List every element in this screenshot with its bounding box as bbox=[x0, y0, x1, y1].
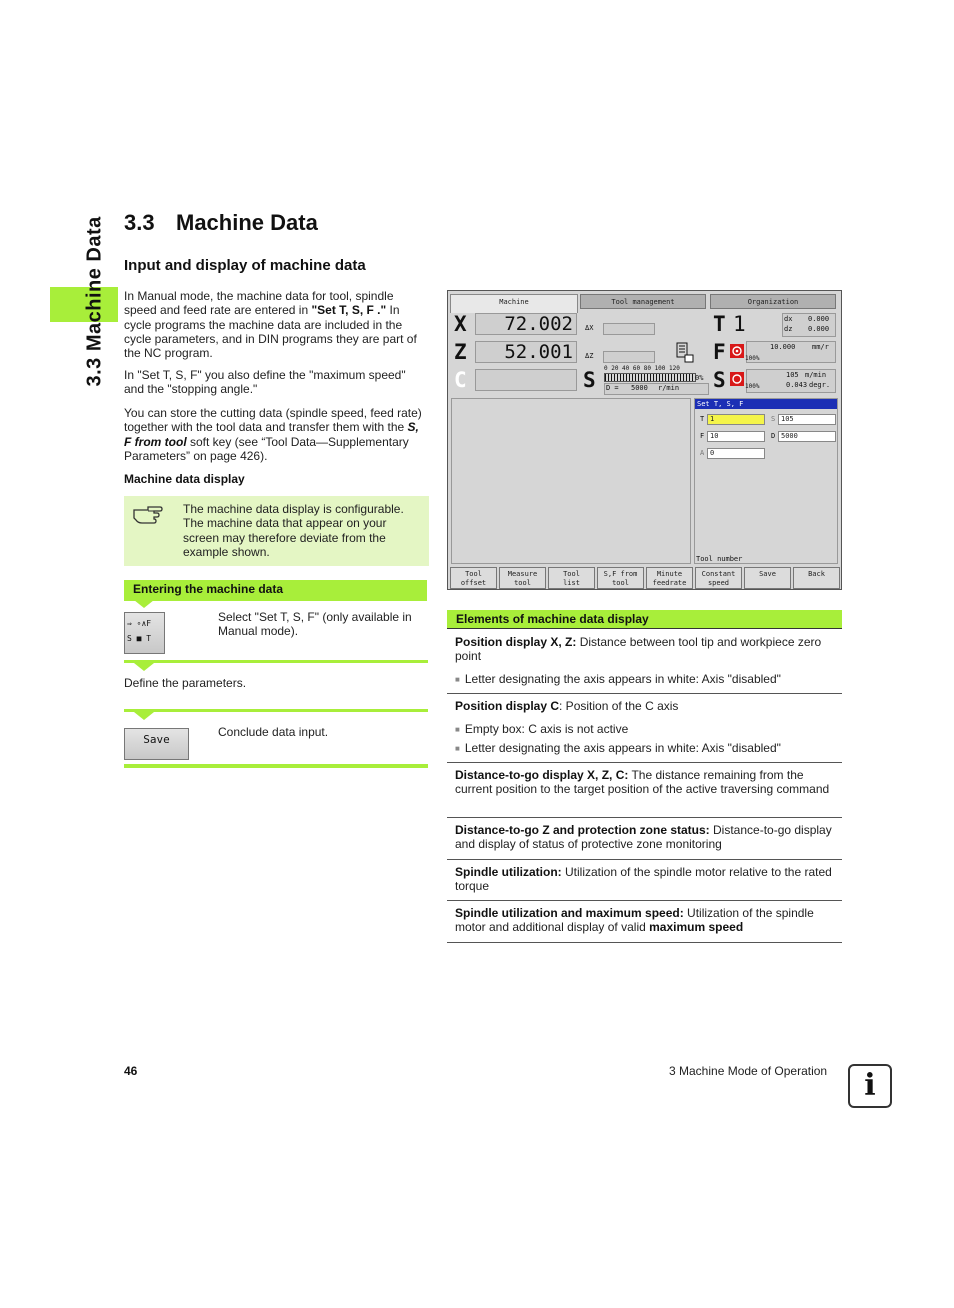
element-divider bbox=[447, 693, 842, 694]
softkey-label-2: speed bbox=[707, 579, 730, 587]
element-item-5 bbox=[455, 865, 835, 894]
field-input-s[interactable]: 105 bbox=[778, 414, 836, 425]
steps-end-rule bbox=[124, 764, 428, 768]
position-display-x: 72.002 bbox=[475, 313, 577, 335]
element-text: Utilization of the spindle motor and additional display of valid bbox=[455, 906, 814, 935]
field-label-d: D bbox=[771, 432, 776, 440]
spindle-override-pct: 100% bbox=[745, 383, 760, 390]
feed-override-icon bbox=[730, 344, 744, 358]
element-divider bbox=[447, 817, 842, 818]
softkey-label-1: Tool bbox=[563, 570, 580, 578]
axis-letter-z: Z bbox=[454, 340, 467, 364]
element-item-2 bbox=[455, 699, 835, 713]
softkey-label-2: tool bbox=[514, 579, 531, 587]
element-item-4 bbox=[455, 823, 835, 852]
para1-text-2: In cycle programs the machine data are included in the cycle parameters, and in DIN programs they are part of the NC program. bbox=[124, 303, 417, 361]
element-text: : Position of the C axis bbox=[559, 699, 679, 713]
screen-tab-organization[interactable]: Organization bbox=[710, 294, 836, 309]
para1-text-1: In Manual mode, the machine data for tool, spindle speed and feed rate are entered in bbox=[124, 289, 394, 318]
field-input-t[interactable]: 1 bbox=[707, 414, 765, 425]
softkey-tool-offset[interactable] bbox=[450, 567, 497, 589]
spindle-unit: m/min bbox=[805, 371, 827, 379]
softkey-label-2: list bbox=[563, 579, 580, 587]
cutting-data-paragraph bbox=[124, 406, 426, 463]
dz-label: dz bbox=[784, 325, 793, 333]
maxspeed-paragraph: In "Set T, S, F" you also define the "maximum speed" and the "stopping angle." bbox=[124, 368, 406, 397]
element-item-6 bbox=[455, 906, 835, 935]
chapter-side-label: 3.3 Machine Data bbox=[83, 216, 106, 387]
step1-rule bbox=[124, 660, 428, 663]
element-text: Distance-to-go display and display of status of protective zone monitoring bbox=[455, 823, 832, 852]
element-title: Position display X, Z: bbox=[455, 635, 577, 649]
softkey-label-2: feedrate bbox=[652, 579, 687, 587]
element-text: The distance remaining from the current position to the target position of the active traversing command bbox=[455, 768, 830, 797]
softkey-label-1: Measure bbox=[507, 570, 538, 578]
element-bold-end: maximum speed bbox=[649, 920, 744, 935]
info-glyph: i bbox=[864, 1068, 876, 1103]
field-label-a: A bbox=[700, 449, 705, 457]
screen-tab-tool-management[interactable]: Tool management bbox=[580, 294, 706, 309]
field-label-s: S bbox=[771, 415, 776, 423]
element-bullet: ■ Letter designating the axis appears in white: Axis "disabled" bbox=[455, 672, 835, 688]
softkey-sf-from-tool[interactable] bbox=[597, 567, 644, 589]
softkey-save[interactable] bbox=[744, 567, 791, 589]
status-line: Tool number bbox=[696, 555, 743, 563]
element-title: Distance-to-go display X, Z, C: bbox=[455, 768, 629, 782]
para3-softkey-name: S, F from tool bbox=[124, 420, 419, 449]
spindle-letter: S bbox=[713, 368, 726, 392]
step2-text: Define the parameters. bbox=[124, 676, 247, 690]
spindle-angle: 0.043 bbox=[786, 381, 808, 389]
element-title: Distance-to-go Z and protection zone status: bbox=[455, 823, 710, 837]
elements-header-rule bbox=[447, 628, 842, 629]
intro-paragraph bbox=[124, 289, 426, 360]
element-title: Spindle utilization: bbox=[455, 865, 562, 879]
section-number: 3.3 bbox=[124, 210, 155, 235]
axis-letter-c: C bbox=[454, 368, 467, 392]
softkey-label-1: Tool bbox=[465, 570, 482, 578]
step-arrow-3 bbox=[134, 712, 154, 720]
set-tsf-softkey-icon[interactable] bbox=[124, 612, 165, 654]
softkey-constant-speed[interactable] bbox=[695, 567, 742, 589]
dz-value: 0.000 bbox=[808, 325, 830, 333]
element-title: Position display C bbox=[455, 699, 560, 713]
feed-value: 10.000 bbox=[770, 343, 796, 351]
element-divider bbox=[447, 762, 842, 763]
field-input-f[interactable]: 10 bbox=[707, 431, 765, 442]
util-pct: 0% bbox=[695, 374, 704, 382]
position-display-z: 52.001 bbox=[475, 341, 577, 363]
element-text: Utilization of the spindle motor relative to the rated torque bbox=[455, 865, 832, 894]
axis-letter-x: X bbox=[454, 312, 467, 336]
feed-unit: mm/r bbox=[812, 343, 829, 351]
spindle-utilization-bar bbox=[604, 373, 696, 382]
elements-header: Elements of machine data display bbox=[447, 610, 842, 628]
tsf-icon-bottom: S ■ T bbox=[127, 634, 152, 643]
tool-number-display: 1 bbox=[733, 312, 746, 336]
element-divider bbox=[447, 900, 842, 901]
softkey-minute-feedrate[interactable] bbox=[646, 567, 693, 589]
para3-text-1: You can store the cutting data (spindle speed, feed rate) together with the tool data and transfer them with the bbox=[124, 406, 422, 435]
element-item-3 bbox=[455, 768, 835, 797]
graphics-area bbox=[451, 398, 691, 564]
feed-letter: F bbox=[713, 340, 726, 364]
save-softkey[interactable]: Save bbox=[124, 728, 189, 760]
element-divider bbox=[447, 942, 842, 943]
softkey-back[interactable] bbox=[793, 567, 840, 589]
machine-screen bbox=[447, 290, 842, 590]
para1-bold: "Set T, S, F ." bbox=[311, 303, 387, 318]
field-label-t: T bbox=[700, 415, 705, 423]
step1-text: Select "Set T, S, F" (only available in Manual mode). bbox=[218, 610, 412, 639]
page-number: 46 bbox=[124, 1064, 138, 1078]
softkey-label-1: S,F from bbox=[603, 570, 638, 578]
softkey-tool-list[interactable] bbox=[548, 567, 595, 589]
utilization-s-letter: S bbox=[583, 368, 596, 392]
dtg-label-x: ΔX bbox=[585, 324, 594, 332]
step-arrow-2 bbox=[134, 663, 154, 671]
field-input-a[interactable]: 0 bbox=[707, 448, 765, 459]
section-title bbox=[124, 210, 318, 236]
element-item-1 bbox=[455, 635, 835, 664]
element-divider bbox=[447, 859, 842, 860]
softkey-label-1: Back bbox=[808, 570, 825, 578]
spindle-override-icon bbox=[730, 372, 744, 386]
speed-label: D = bbox=[606, 384, 619, 392]
chapter-footer: 3 Machine Mode of Operation bbox=[669, 1064, 828, 1078]
note-text: The machine data display is configurable. The machine data that appear on your screen may therefore deviate from the example shown. bbox=[183, 502, 404, 559]
feed-override-pct: 100% bbox=[745, 355, 760, 362]
softkey-label-1: Save bbox=[759, 570, 776, 578]
softkey-label-2: tool bbox=[612, 579, 629, 587]
element-text: Distance between tool tip and workpiece zero point bbox=[455, 635, 822, 664]
section-title-text: Machine Data bbox=[176, 210, 318, 235]
softkey-measure-tool[interactable] bbox=[499, 567, 546, 589]
softkey-label-1: Minute bbox=[656, 570, 683, 578]
element-bullet: ■ Letter designating the axis appears in white: Axis "disabled" bbox=[455, 741, 835, 757]
element-title: Spindle utilization and maximum speed: bbox=[455, 906, 684, 920]
entering-header: Entering the machine data bbox=[124, 580, 427, 598]
util-scale: 0 20 40 60 80 100 120 bbox=[604, 365, 680, 372]
position-display-c bbox=[475, 369, 577, 391]
dx-label: dx bbox=[784, 315, 793, 323]
para3-text-2: soft key (see “Tool Data—Supplementary Parameters” on page 426). bbox=[124, 434, 409, 463]
tool-letter: T bbox=[713, 312, 726, 336]
softkey-label-1: Constant bbox=[701, 570, 736, 578]
protection-zone-icon bbox=[674, 341, 694, 363]
machine-data-display-label: Machine data display bbox=[124, 472, 245, 486]
softkey-label-2: offset bbox=[460, 579, 487, 587]
dtg-display-x bbox=[603, 323, 655, 335]
step-arrow-1 bbox=[134, 600, 154, 608]
info-icon bbox=[848, 1064, 892, 1108]
dtg-label-z: ΔZ bbox=[585, 352, 594, 360]
subsection-title: Input and display of machine data bbox=[124, 257, 366, 274]
max-speed-box bbox=[604, 383, 709, 395]
pointing-hand-icon bbox=[132, 502, 164, 526]
field-input-d[interactable]: 5000 bbox=[778, 431, 836, 442]
dtg-display-z bbox=[603, 351, 655, 363]
step2-rule bbox=[124, 709, 428, 712]
tsf-icon-top: ⇒ ∘∧F bbox=[127, 619, 152, 628]
dialog-title: Set T, S, F bbox=[695, 399, 837, 409]
dx-value: 0.000 bbox=[808, 315, 830, 323]
element-bullet: ■ Empty box: C axis is not active bbox=[455, 722, 835, 738]
field-label-f: F bbox=[700, 432, 705, 440]
speed-unit: r/min bbox=[658, 384, 680, 392]
screen-tab-machine[interactable]: Machine bbox=[450, 294, 578, 313]
spindle-value: 105 bbox=[786, 371, 799, 379]
speed-value: 5000 bbox=[631, 384, 648, 392]
entering-header-rule bbox=[124, 598, 427, 601]
spindle-angle-unit: degr. bbox=[809, 381, 831, 389]
step3-text: Conclude data input. bbox=[218, 725, 329, 739]
